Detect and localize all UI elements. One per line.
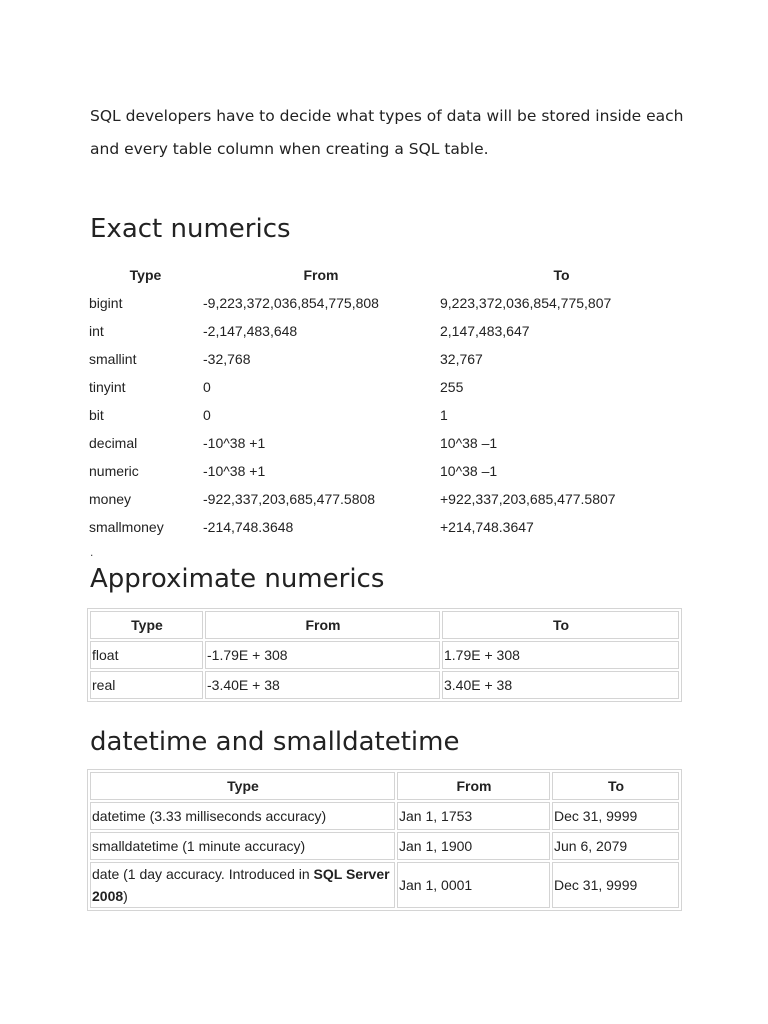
to-cell: 1 (440, 407, 448, 423)
table-header-row (90, 772, 679, 800)
from-cell: -10^38 +1 (203, 435, 266, 451)
to-cell: 10^38 –1 (440, 463, 498, 479)
table-row (88, 317, 683, 345)
to-cell: 2,147,483,647 (440, 323, 530, 339)
approximate-numerics-table (87, 608, 682, 702)
from-cell: -214,748.3648 (203, 519, 294, 535)
type-cell: smalldatetime (1 minute accuracy) (90, 832, 395, 860)
type-cell: int (89, 323, 104, 339)
column-header-to: To (442, 611, 679, 639)
from-cell: Jan 1, 1900 (397, 832, 550, 860)
table-row (88, 401, 683, 429)
from-cell: Jan 1, 1753 (397, 802, 550, 830)
to-cell: 10^38 –1 (440, 435, 498, 451)
exact-numerics-table (88, 261, 683, 541)
from-cell: -1.79E + 308 (205, 641, 440, 669)
column-header-to: To (552, 772, 679, 800)
type-cell: money (89, 491, 132, 507)
from-cell: -10^38 +1 (203, 463, 266, 479)
from-cell: 0 (203, 407, 211, 423)
table-row (90, 802, 679, 830)
type-cell: tinyint (89, 379, 126, 395)
type-cell: smallint (89, 351, 137, 367)
to-cell: +922,337,203,685,477.5807 (440, 491, 616, 507)
separator-dot: . (90, 545, 94, 559)
type-text-suffix: ) (123, 888, 128, 904)
type-cell: datetime (3.33 milliseconds accuracy) (90, 802, 395, 830)
column-header-from: From (205, 611, 440, 639)
from-cell: Jan 1, 0001 (397, 862, 550, 908)
from-cell: -3.40E + 38 (205, 671, 440, 699)
table-row (88, 345, 683, 373)
to-cell: 255 (440, 379, 464, 395)
datetime-table (87, 769, 682, 911)
to-cell: 32,767 (440, 351, 483, 367)
table-header-row (90, 611, 679, 639)
column-header-to: To (553, 267, 570, 283)
sql-server-version: SQL Server 2008 (92, 866, 390, 904)
table-row (90, 862, 679, 908)
to-cell: 1.79E + 308 (442, 641, 679, 669)
type-cell: numeric (89, 463, 139, 479)
to-cell: 9,223,372,036,854,775,807 (440, 295, 612, 311)
table-row (88, 513, 683, 541)
column-header-from: From (397, 772, 550, 800)
column-header-type: Type (90, 772, 395, 800)
to-cell: Dec 31, 9999 (552, 802, 679, 830)
from-cell: -9,223,372,036,854,775,808 (203, 295, 379, 311)
type-cell: bigint (89, 295, 123, 311)
to-cell: Dec 31, 9999 (552, 862, 679, 908)
column-header-from: From (303, 267, 339, 283)
type-cell: bit (89, 407, 104, 423)
table-header-row (88, 261, 683, 289)
type-cell: smallmoney (89, 519, 164, 535)
type-cell: float (90, 641, 203, 669)
table-row (88, 429, 683, 457)
to-cell: 3.40E + 38 (442, 671, 679, 699)
table-row (90, 641, 679, 669)
approximate-numerics-heading: Approximate numerics (90, 564, 385, 594)
exact-numerics-heading: Exact numerics (90, 214, 291, 244)
table-row (88, 485, 683, 513)
from-cell: -32,768 (203, 351, 251, 367)
table-row (90, 832, 679, 860)
to-cell: Jun 6, 2079 (552, 832, 679, 860)
column-header-type: Type (129, 267, 162, 283)
type-cell: decimal (89, 435, 138, 451)
from-cell: -2,147,483,648 (203, 323, 298, 339)
table-row (90, 671, 679, 699)
column-header-type: Type (90, 611, 203, 639)
type-cell (90, 862, 395, 908)
type-cell: real (90, 671, 203, 699)
from-cell: -922,337,203,685,477.5808 (203, 491, 376, 507)
to-cell: +214,748.3647 (440, 519, 534, 535)
table-row (88, 457, 683, 485)
type-text: date (1 day accuracy. Introduced in (92, 866, 314, 882)
table-row (88, 373, 683, 401)
intro-paragraph: SQL developers have to decide what types of data will be stored inside each and every table column when creating a SQL table. (90, 107, 684, 158)
table-row (88, 289, 683, 317)
from-cell: 0 (203, 379, 211, 395)
datetime-heading: datetime and smalldatetime (90, 727, 460, 757)
